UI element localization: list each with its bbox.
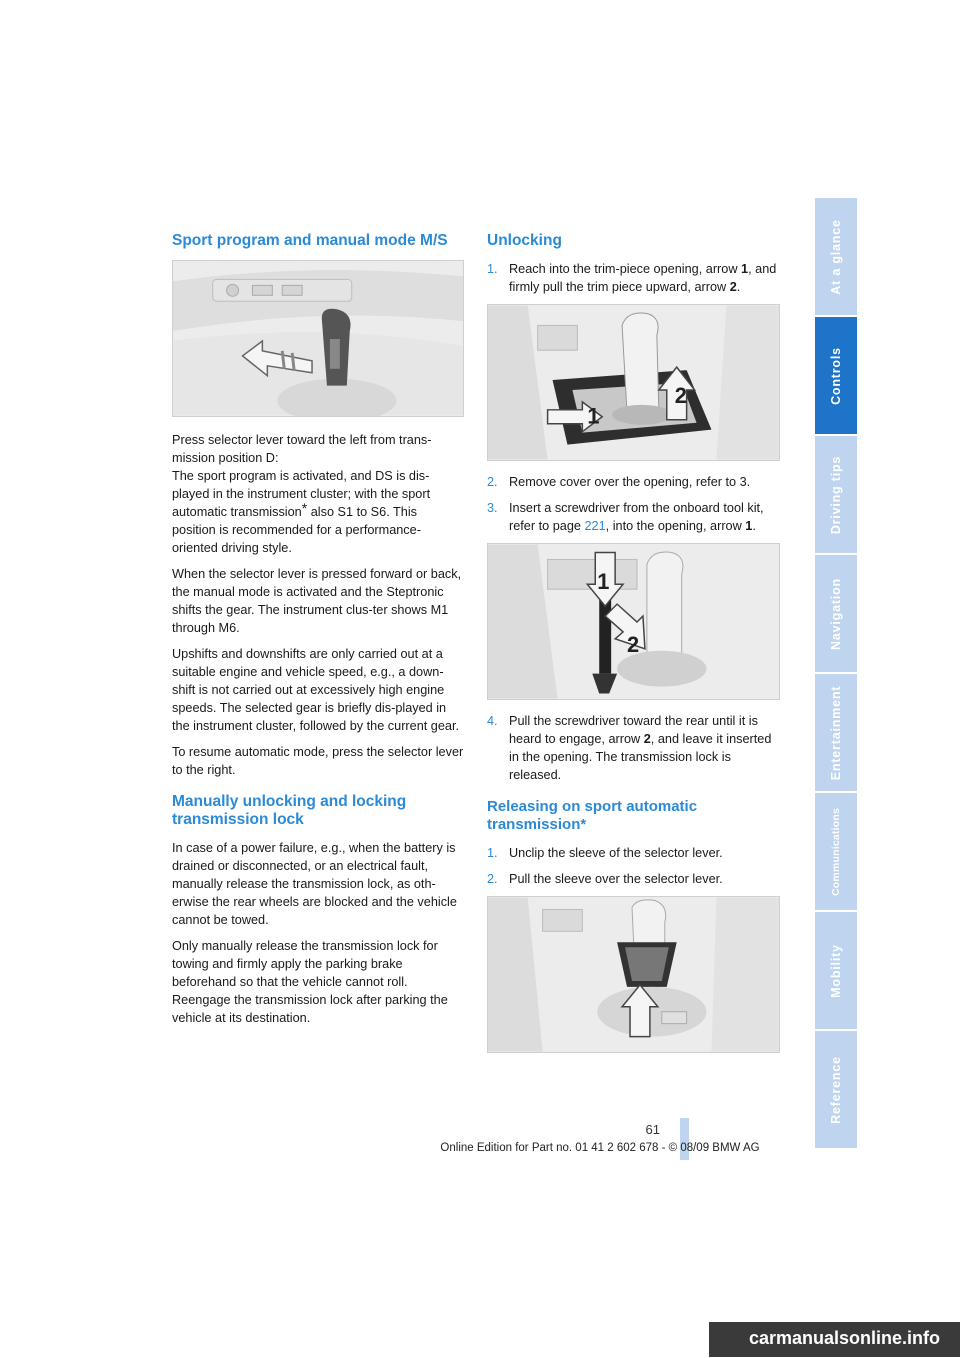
step-sleeve-2: 2. Pull the sleeve over the selector lever.: [487, 872, 723, 886]
tab-at-a-glance[interactable]: At a glance: [815, 198, 857, 315]
section-heading-releasing: Releasing on sport automatic transmission*: [487, 798, 698, 833]
step-3: 3. Insert a screwdriver from the onboard tool kit, refer to page 221, into the opening, arrow 1.: [487, 501, 764, 533]
page-number: 61: [645, 1122, 660, 1137]
tab-reference[interactable]: Reference: [815, 1031, 857, 1148]
section-heading-unlocking: Unlocking: [487, 232, 562, 249]
arrow-label-1: 1: [597, 569, 610, 595]
arrow-label-2: 2: [627, 631, 640, 657]
figure-selector-lever-sport: [172, 260, 464, 417]
arrow-label-1: 1: [587, 403, 600, 429]
step-1: 1. Reach into the trim-piece opening, arrow 1, and firmly pull the trim piece upward, arrow 2.: [487, 262, 777, 294]
paragraph-resume-automatic: To resume automatic mode, press the selector lever to the right.: [172, 745, 464, 777]
paragraph-upshifts: Upshifts and downshifts are only carried out at a suitable engine and vehicle speed, e.g., a down-shift is not carried out at excessively high engine speeds. The selected gear is briefly dis-played in the instrument cluster, followed by the current gear.: [172, 647, 460, 733]
trim-piece-illustration: [488, 305, 779, 460]
paragraph-manual-mode: When the selector lever is pressed forward or back, the manual mode is activated and the Steptronic shifts the gear. The instrument clus-ter shows M1 through M6.: [172, 567, 462, 635]
step-4: 4. Pull the screwdriver toward the rear until it is heard to engage, arrow 2, and leave it inserted in the opening. The transmission lock is released.: [487, 714, 772, 782]
section-heading-transmission-lock: Manually unlocking and locking transmission lock: [172, 793, 407, 828]
tab-mobility[interactable]: Mobility: [815, 912, 857, 1029]
paragraph-towing: Only manually release the transmission lock for towing and firmly apply the parking brake beforehand so that the vehicle cannot roll. Reengage the transmission lock after parking the vehicle at its destination.: [172, 939, 448, 1025]
sleeve-illustration: [488, 897, 779, 1052]
footer-edition: Online Edition for Part no. 01 41 2 602 678 - © 08/09 BMW AG: [440, 1142, 760, 1154]
figure-trim-piece: [487, 304, 780, 461]
selector-lever-illustration: [173, 261, 463, 416]
paragraph-power-failure: In case of a power failure, e.g., when the battery is drained or disconnected, or an electrical fault, manually release the transmission lock, as oth-erwise the rear wheels are blocked and the vehicle cannot be towed.: [172, 841, 457, 927]
tab-controls[interactable]: Controls: [815, 317, 857, 434]
figure-sleeve: [487, 896, 780, 1053]
step-2: 2. Remove cover over the opening, refer to 3.: [487, 475, 751, 489]
chapter-tabs: [815, 198, 857, 1150]
tab-entertainment[interactable]: Entertainment: [815, 674, 857, 791]
step-sleeve-1: 1. Unclip the sleeve of the selector lever.: [487, 846, 723, 860]
left-column: [172, 232, 464, 1035]
right-column: [487, 232, 780, 1053]
tab-communications[interactable]: Communications: [815, 793, 857, 910]
tab-driving-tips[interactable]: Driving tips: [815, 436, 857, 553]
tab-navigation[interactable]: Navigation: [815, 555, 857, 672]
page-link-221[interactable]: 221: [584, 519, 606, 533]
arrow-label-2: 2: [674, 382, 687, 408]
figure-screwdriver: [487, 543, 780, 700]
option-star-icon: *: [301, 499, 308, 516]
watermark: carmanualsonline.info: [0, 1322, 960, 1357]
section-heading-sport-program: Sport program and manual mode M/S: [172, 232, 448, 249]
screwdriver-illustration: [488, 544, 779, 699]
paragraph-press-selector: Press selector lever toward the left from trans-mission position D: The sport program is activated, and DS is dis-played in the instrument cluster; with the sport automatic transmission* also S1 to S6. This position is recommended for a performance-oriented driving style.: [172, 433, 432, 555]
